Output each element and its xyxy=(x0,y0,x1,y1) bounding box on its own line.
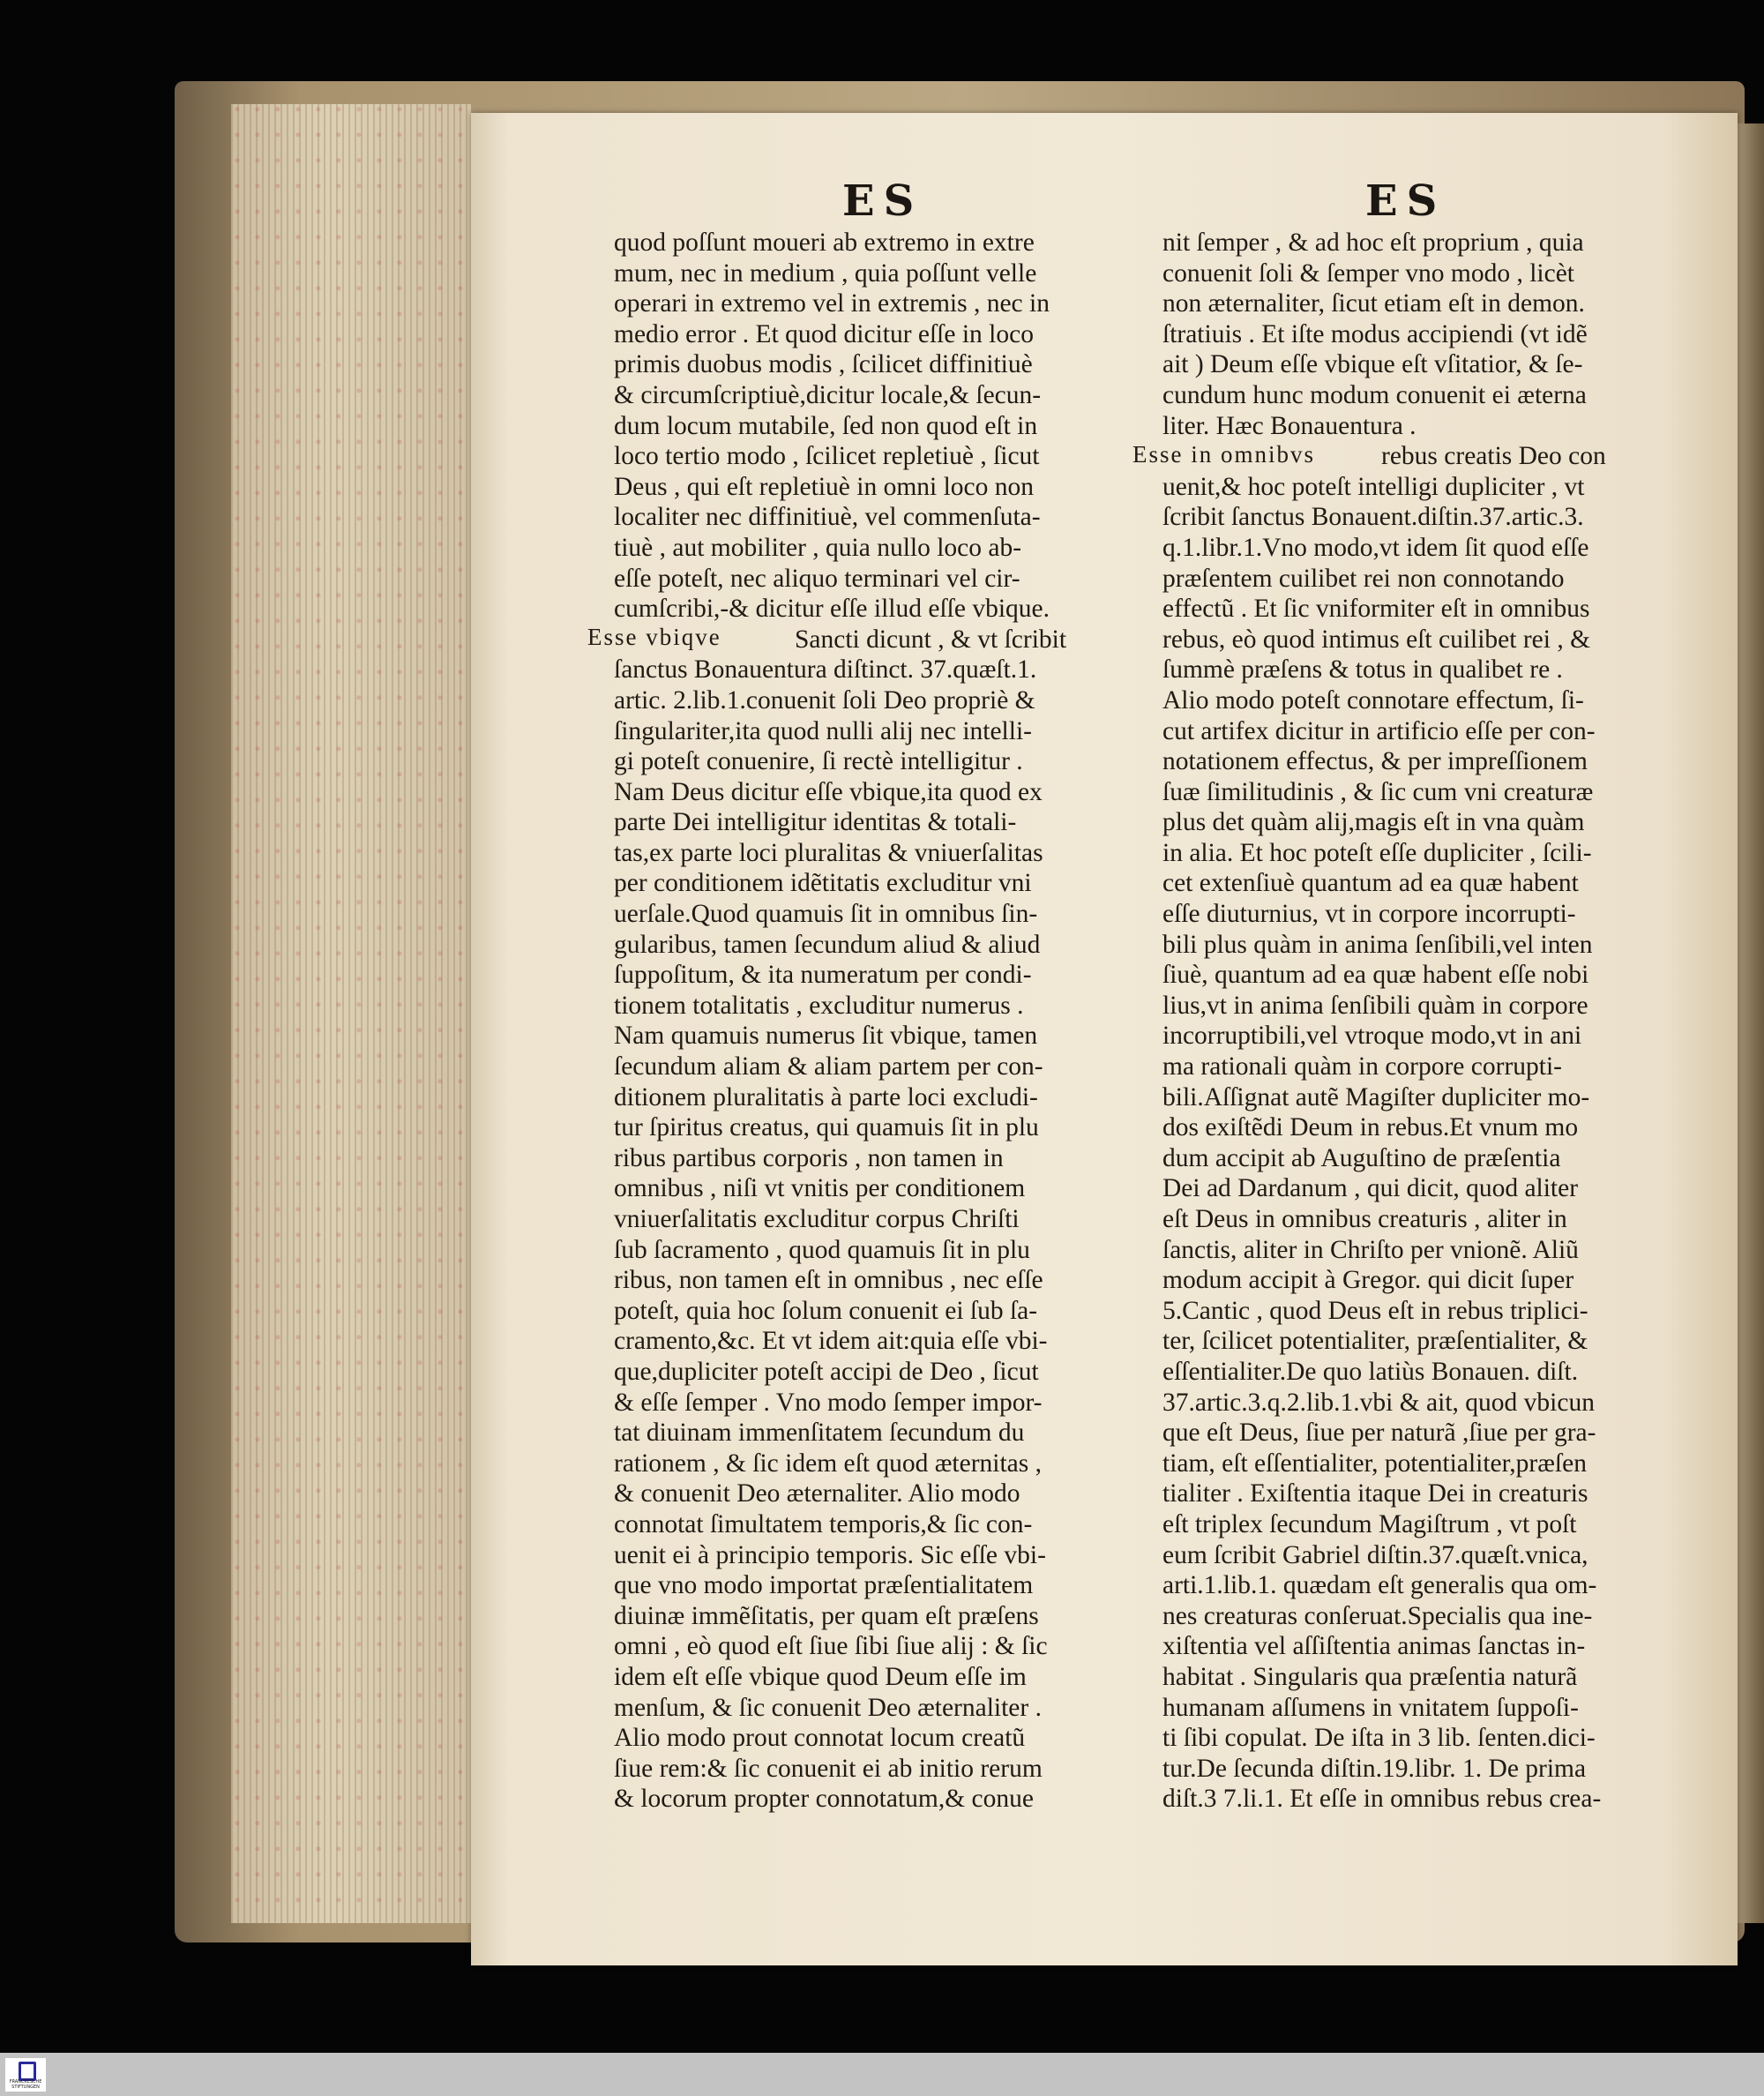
library-logo[interactable] xyxy=(5,2058,46,2092)
text-line: dum locum mutabile, ſed non quod eſt in xyxy=(614,411,1038,440)
text-line: ſub ſacramento , quod quamuis ſit in plu xyxy=(614,1235,1030,1264)
running-head-left: ES xyxy=(842,176,923,226)
text-line: idem eſt eſſe vbique quod Deum eſſe im xyxy=(614,1662,1027,1691)
text-line: nes creaturas conſeruat.Specialis qua ine- xyxy=(1162,1601,1593,1630)
text-line: ſanctis, aliter in Chriſto per vnionẽ. Aliũ xyxy=(1162,1235,1579,1264)
text-line: ſuppoſitum, & ita numeratum per condi- xyxy=(614,961,1032,990)
text-line: ſiue rem:& ſic conuenit ei ab initio rerum xyxy=(614,1754,1043,1783)
text-line: ſiuè, quantum ad ea quæ habent eſſe nobi xyxy=(1162,961,1589,990)
text-line: 37.artic.3.q.2.lib.1.vbi & ait, quod vbicun xyxy=(1162,1388,1595,1417)
text-line: Deus , qui eſt repletiuè in omni loco non xyxy=(614,472,1035,501)
text-line: nit ſemper , & ad hoc eſt proprium , quia xyxy=(1162,228,1584,257)
text-line: dum accipit ab Auguſtino de præſentia xyxy=(1162,1143,1561,1172)
text-line: Nam quamuis numerus ſit vbique, tamen xyxy=(614,1022,1038,1051)
text-line: & circumſcriptiuè,dicitur locale,& ſecun- xyxy=(614,380,1042,409)
text-line: ſecundum aliam & aliam partem per con- xyxy=(614,1052,1043,1082)
text-line: uenit ei à principio temporis. Sic eſſe vbi- xyxy=(614,1540,1046,1569)
text-line: xiſtentia vel aſſiſtentia animas ſanctas in- xyxy=(1162,1632,1586,1661)
running-head-right: ES xyxy=(1365,176,1446,226)
text-line: ait ) Deum eſſe vbique eſt vſitatior, & ſe- xyxy=(1162,350,1583,379)
text-line: eſſentialiter.De quo latiùs Bonauen. diſt. xyxy=(1162,1357,1579,1386)
text-line: tas,ex parte loci pluralitas & vniuerſalitas xyxy=(614,838,1043,867)
text-line: tionem totalitatis , excluditur numerus . xyxy=(614,991,1024,1020)
text-line: que,dupliciter poteſt accipi de Deo , ſicut xyxy=(614,1357,1039,1386)
text-line: mum, nec in medium , quia poſſunt velle xyxy=(614,258,1037,288)
text-line: cet extenſiuè quantum ad ea quæ habent xyxy=(1162,869,1579,898)
text-line: tiam, eſt eſſentialiter, potentialiter,præſen xyxy=(1162,1448,1587,1478)
text-line: tat diuinam immenſitatem ſecundum du xyxy=(614,1419,1025,1448)
left-text-column xyxy=(614,228,1066,1815)
text-line: tiuè , aut mobiliter , quia nullo loco ab- xyxy=(614,533,1022,562)
text-line: tur.De ſecunda diſtin.19.libr. 1. De prima xyxy=(1162,1754,1587,1783)
text-line: uenit,& hoc poteſt intelligi dupliciter , vt xyxy=(1162,472,1585,501)
margin-label-esse-vbique: Esse vbiqve xyxy=(587,624,721,650)
text-line: primis duobus modis , ſcilicet diffinitiuè xyxy=(614,350,1033,379)
text-line: arti.1.lib.1. quædam eſt generalis qua om- xyxy=(1162,1571,1597,1600)
text-line: cumſcribi,-& dicitur eſſe illud eſſe vbique. xyxy=(614,595,1050,624)
text-line: eſt Deus in omnibus creaturis , aliter in xyxy=(1162,1205,1567,1233)
text-line: uerſale.Quod quamuis ſit in omnibus ſin- xyxy=(614,900,1038,929)
text-line: Alio modo prout connotat locum creatũ xyxy=(614,1724,1026,1753)
text-line: & locorum propter connotatum,& conue xyxy=(614,1785,1034,1814)
text-line: menſum, & ſic conuenit Deo æternaliter . xyxy=(614,1693,1042,1722)
text-line: gi poteſt conuenire, ſi rectè intelligitur . xyxy=(614,747,1023,776)
text-line: effectũ . Et ſic vniformiter eſt in omnibus xyxy=(1162,595,1590,624)
text-line: cramento,&c. Et vt idem ait:quia eſſe vbi- xyxy=(614,1327,1048,1356)
text-line: liter. Hæc Bonauentura . xyxy=(1162,411,1416,440)
page-edges xyxy=(231,104,471,1923)
text-line: eſſe diuturnius, vt in corpore incorrupti- xyxy=(1162,900,1576,929)
text-line: ditionem pluralitatis à parte loci excludi- xyxy=(614,1082,1038,1112)
library-logo-icon xyxy=(19,2062,36,2081)
text-line: eſt triplex ſecundum Magiſtrum , vt poſt xyxy=(1162,1509,1577,1538)
text-line: omni , eò quod eſt ſiue ſibi ſiue alij : & ſic xyxy=(614,1632,1048,1661)
text-line: modum accipit à Gregor. qui dicit ſuper xyxy=(1162,1266,1574,1295)
text-line: Sancti dicunt , & vt ſcribit xyxy=(795,625,1067,654)
text-line: medio error . Et quod dicitur eſſe in loco xyxy=(614,319,1034,348)
text-line: Nam Deus dicitur eſſe vbique,ita quod ex xyxy=(614,777,1043,806)
text-line: operari in extremo vel in extremis , nec in xyxy=(614,289,1050,318)
text-line: cundum hunc modum conuenit ei æterna xyxy=(1162,380,1587,409)
text-line: ſcribit ſanctus Bonauent.diſtin.37.artic.3. xyxy=(1162,503,1584,532)
text-line: habitat . Singularis qua præſentia naturã xyxy=(1162,1662,1578,1691)
text-line: & conuenit Deo æternaliter. Alio modo xyxy=(614,1479,1020,1508)
text-line: parte Dei intelligitur identitas & totali- xyxy=(614,808,1017,837)
text-line: notationem effectus, & per impreſſionem xyxy=(1162,747,1588,776)
library-logo-text: FRANCKESCHE STIFTUNGEN xyxy=(9,2079,42,2090)
text-line: connotat ſimultatem temporis,& ſic con- xyxy=(614,1509,1033,1538)
text-line: rebus, eò quod intimus eſt cuilibet rei , & xyxy=(1162,625,1591,654)
text-line: ma rationali quàm in corpore corrupti- xyxy=(1162,1052,1562,1082)
text-line: ſummè præſens & totus in qualibet re . xyxy=(1162,655,1563,685)
viewer-bottom-bar xyxy=(0,2053,1764,2096)
text-line: que eſt Deus, ſiue per naturã ,ſiue per gra- xyxy=(1162,1419,1596,1448)
text-line: ſanctus Bonauentura diſtinct. 37.quæſt.1. xyxy=(614,655,1037,685)
text-line: ribus, non tamen eſt in omnibus , nec eſſe xyxy=(614,1266,1043,1295)
text-line: artic. 2.lib.1.conuenit ſoli Deo propriè & xyxy=(614,685,1035,715)
text-line: poteſt, quia hoc ſolum conuenit ei ſub ſa- xyxy=(614,1296,1038,1325)
text-line: bili.Aſſignat autẽ Magiſter dupliciter mo- xyxy=(1162,1082,1590,1112)
text-line: gularibus, tamen ſecundum aliud & aliud xyxy=(614,930,1041,959)
text-line: bili plus quàm in anima ſenſibili,vel inten xyxy=(1162,930,1593,959)
text-line: que vno modo importat præſentialitatem xyxy=(614,1571,1034,1600)
text-line: incorruptibili,vel vtroque modo,vt in ani xyxy=(1162,1022,1582,1051)
text-line: præſentem cuilibet rei non connotando xyxy=(1162,564,1565,593)
text-line: localiter nec diffinitiuè, vel commenſuta- xyxy=(614,503,1041,532)
text-line: tialiter . Exiſtentia itaque Dei in creaturis xyxy=(1162,1479,1588,1508)
text-line: ribus partibus corporis , non tamen in xyxy=(614,1143,1004,1172)
text-line: rebus creatis Deo con xyxy=(1381,442,1606,471)
text-line: Dei ad Dardanum , qui dicit, quod aliter xyxy=(1162,1174,1579,1203)
text-line: diſt.3 7.li.1. Et eſſe in omnibus rebus crea- xyxy=(1162,1785,1602,1814)
text-line: diuinæ immẽſitatis, per quam eſt præſens xyxy=(614,1601,1039,1630)
text-line: & eſſe ſemper . Vno modo ſemper impor- xyxy=(614,1388,1043,1417)
text-line: 5.Cantic , quod Deus eſt in rebus triplici- xyxy=(1162,1296,1588,1325)
margin-label-esse-in-omnibus: Esse in omnibvs xyxy=(1132,441,1316,468)
text-line: loco tertio modo , ſcilicet repletiuè , ſicut xyxy=(614,442,1040,471)
text-line: ter, ſcilicet potentialiter, præſentialiter, & xyxy=(1162,1327,1588,1356)
text-line: humanam aſſumens in vnitatem ſuppoſi- xyxy=(1162,1693,1579,1722)
text-line: lius,vt in anima ſenſibili quàm in corpore xyxy=(1162,991,1588,1020)
text-line: tur ſpiritus creatus, qui quamuis ſit in plu xyxy=(614,1113,1039,1142)
text-line: ſuæ ſimilitudinis , & ſic cum vni creaturæ xyxy=(1162,777,1594,806)
text-line: dos exiſtẽdi Deum in rebus.Et vnum mo xyxy=(1162,1113,1579,1142)
text-line: ſtratiuis . Et iſte modus accipiendi (vt idẽ xyxy=(1162,319,1588,348)
text-line: non æternaliter, ſicut etiam eſt in demon. xyxy=(1162,289,1585,318)
text-line: ti ſibi copulat. De iſta in 3 lib. ſenten.dici- xyxy=(1162,1724,1596,1753)
text-line: Alio modo poteſt connotare effectum, ſi- xyxy=(1162,685,1584,715)
text-line: eum ſcribit Gabriel diſtin.37.quæſt.vnica, xyxy=(1162,1540,1588,1569)
text-line: conuenit ſoli & ſemper vno modo , licèt xyxy=(1162,258,1574,288)
text-line: q.1.libr.1.Vno modo,vt idem ſit quod eſſe xyxy=(1162,533,1589,562)
text-line: cut artifex dicitur in artificio eſſe per con- xyxy=(1162,716,1596,745)
text-line: quod poſſunt moueri ab extremo in extre xyxy=(614,228,1035,257)
text-line: plus det quàm alij,magis eſt in vna quàm xyxy=(1162,808,1585,837)
text-line: vniuerſalitatis excluditur corpus Chriſti xyxy=(614,1205,1020,1233)
text-line: ſingulariter,ita quod nulli alij nec intelli- xyxy=(614,716,1032,745)
text-line: in alia. Et hoc poteſt eſſe dupliciter , ſcili- xyxy=(1162,838,1592,867)
text-line: per conditionem idẽtitatis excluditur vni xyxy=(614,869,1032,898)
text-line: rationem , & ſic idem eſt quod æternitas , xyxy=(614,1448,1043,1478)
text-line: eſſe poteſt, nec aliquo terminari vel cir- xyxy=(614,564,1020,593)
text-line: omnibus , niſi vt vnitis per conditionem xyxy=(614,1174,1026,1203)
